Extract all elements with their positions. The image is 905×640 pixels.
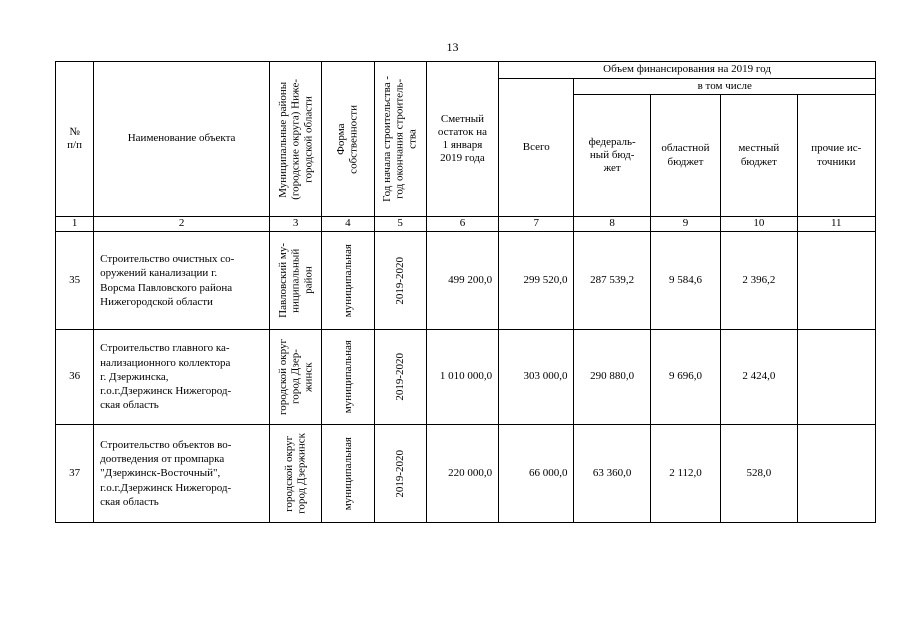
- page-number: 13: [446, 40, 459, 54]
- header-local: местный бюджет: [721, 95, 797, 217]
- district-cell: [270, 232, 322, 330]
- estimate-value: 220 000,0: [426, 425, 498, 523]
- financing-table: [55, 61, 876, 523]
- header-total: Всего: [499, 79, 574, 217]
- header-other: прочие ис- точники: [797, 95, 875, 217]
- federal-value: 290 880,0: [574, 330, 650, 425]
- column-number: 8: [574, 217, 650, 232]
- total-value: 66 000,0: [499, 425, 574, 523]
- header-name: Наименование объекта: [94, 62, 270, 217]
- regional-value: 9 584,6: [650, 232, 720, 330]
- ownership-text: муниципальная: [341, 340, 354, 414]
- header-years-text: Год начала строительства - год окончания строитель- ства: [381, 76, 419, 202]
- regional-value: 2 112,0: [650, 425, 720, 523]
- header-estimate: Сметный остаток на 1 января 2019 года: [426, 62, 498, 217]
- years-cell: [374, 232, 426, 330]
- estimate-value: 499 200,0: [426, 232, 498, 330]
- years-text: 2019-2020: [393, 256, 406, 305]
- column-number: 7: [499, 217, 574, 232]
- header-no: № п/п: [56, 62, 94, 217]
- table-row: [56, 330, 876, 425]
- district-cell: [270, 330, 322, 425]
- district-text: городской округ город Дзер- жинск: [276, 338, 314, 416]
- object-name: Строительство объектов во- доотведения от промпарка "Дзержинск-Восточный", г.о.г.Дзержинск Нижегород- ская область: [94, 425, 270, 523]
- column-number: 2: [94, 217, 270, 232]
- regional-value: 9 696,0: [650, 330, 720, 425]
- row-number: 37: [56, 425, 94, 523]
- ownership-text: муниципальная: [341, 243, 354, 318]
- header-years: [374, 62, 426, 217]
- column-number: 6: [426, 217, 498, 232]
- federal-value: 287 539,2: [574, 232, 650, 330]
- other-value: [797, 330, 875, 425]
- header-districts-text: Муниципальные районы (городские округа) Ниже- городской области: [276, 78, 314, 200]
- header-federal: федераль- ный бюд- жет: [574, 95, 650, 217]
- column-number: 3: [270, 217, 322, 232]
- header-districts: [270, 62, 322, 217]
- local-value: 528,0: [721, 425, 797, 523]
- column-number: 9: [650, 217, 720, 232]
- object-name: Строительство очистных со- оружений канализации г. Ворсма Павловского района Нижегородской области: [94, 232, 270, 330]
- ownership-text: муниципальная: [341, 436, 354, 511]
- years-text: 2019-2020: [393, 353, 406, 401]
- row-number: 36: [56, 330, 94, 425]
- local-value: 2 424,0: [721, 330, 797, 425]
- ownership-cell: [322, 232, 374, 330]
- column-number: 1: [56, 217, 94, 232]
- total-value: 303 000,0: [499, 330, 574, 425]
- total-value: 299 520,0: [499, 232, 574, 330]
- years-cell: [374, 425, 426, 523]
- district-cell: [270, 425, 322, 523]
- header-including: в том числе: [574, 79, 876, 95]
- other-value: [797, 232, 875, 330]
- other-value: [797, 425, 875, 523]
- years-text: 2019-2020: [393, 449, 406, 498]
- header-ownership-text: Форма собственности: [335, 104, 360, 174]
- district-text: Павловский му- ниципальный район: [276, 243, 314, 318]
- column-number: 11: [797, 217, 875, 232]
- column-number-row: [56, 217, 876, 232]
- federal-value: 63 360,0: [574, 425, 650, 523]
- ownership-cell: [322, 425, 374, 523]
- object-name: Строительство главного ка- нализационного коллектора г. Дзержинска, г.о.г.Дзержинск Нижегород- ская область: [94, 330, 270, 425]
- local-value: 2 396,2: [721, 232, 797, 330]
- years-cell: [374, 330, 426, 425]
- header-regional: областной бюджет: [650, 95, 720, 217]
- table-row: [56, 232, 876, 330]
- estimate-value: 1 010 000,0: [426, 330, 498, 425]
- column-number: 4: [322, 217, 374, 232]
- column-number: 10: [721, 217, 797, 232]
- ownership-cell: [322, 330, 374, 425]
- column-number: 5: [374, 217, 426, 232]
- district-text: городской округ город Дзержинск: [283, 433, 308, 514]
- header-funding-group: Объем финансирования на 2019 год: [499, 62, 876, 79]
- row-number: 35: [56, 232, 94, 330]
- header-ownership: [322, 62, 374, 217]
- table-row: [56, 425, 876, 523]
